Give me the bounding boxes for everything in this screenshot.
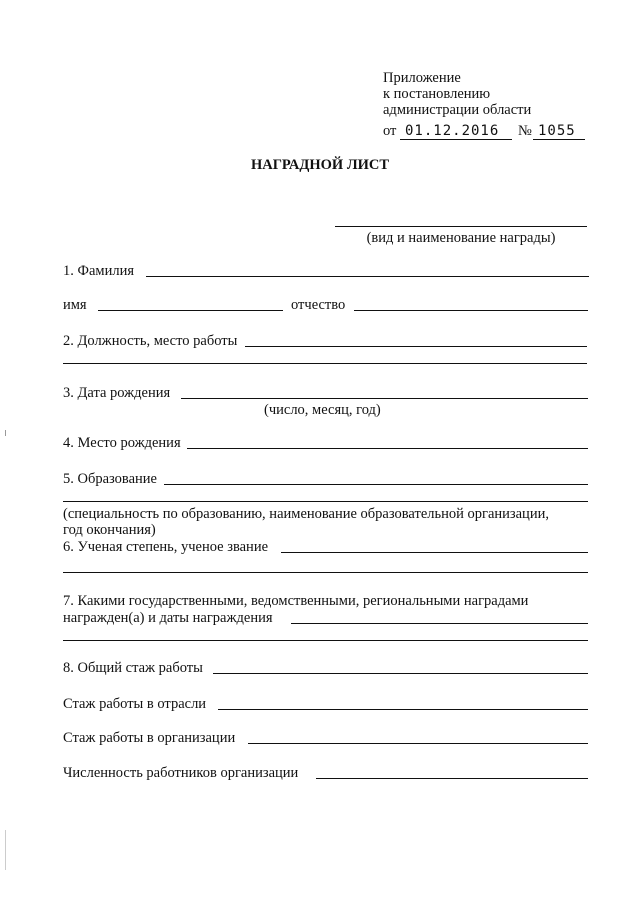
number-prefix: № [518, 123, 532, 139]
date-prefix: от [383, 123, 397, 139]
position-line-1[interactable] [245, 346, 587, 347]
patronymic-label: отчество [291, 297, 346, 313]
industry-experience-line[interactable] [218, 709, 588, 710]
awards-label-1: 7. Какими государственными, ведомственными, региональными наградами [63, 593, 529, 609]
education-caption-1: (специальность по образованию, наименование образовательной организации, [63, 506, 549, 522]
awards-line-2[interactable] [63, 640, 588, 641]
industry-experience-label: Стаж работы в отрасли [63, 696, 207, 712]
education-line-1[interactable] [164, 484, 588, 485]
degree-line-1[interactable] [281, 552, 588, 553]
birth-date-line[interactable] [181, 398, 588, 399]
org-headcount-label: Численность работников организации [63, 765, 299, 781]
award-name-caption: (вид и наименование награды) [366, 230, 556, 246]
appendix-block [383, 70, 531, 118]
resolution-number: 1055 [538, 123, 576, 139]
awards-line-1[interactable] [291, 623, 588, 624]
appendix-line-3: администрации области [383, 102, 532, 118]
name-label: имя [63, 297, 87, 313]
birth-place-label: 4. Место рождения [63, 435, 181, 451]
surname-line[interactable] [146, 276, 589, 277]
name-line[interactable] [98, 310, 283, 311]
scan-artifact [5, 430, 6, 436]
org-experience-label: Стаж работы в организации [63, 730, 236, 746]
total-experience-line[interactable] [213, 673, 588, 674]
education-caption-2: год окончания) [63, 522, 156, 538]
org-headcount-line[interactable] [316, 778, 588, 779]
appendix-line-2: к постановлению [383, 86, 491, 102]
education-line-2[interactable] [63, 501, 588, 502]
resolution-date: 01.12.2016 [405, 123, 500, 139]
award-name-line[interactable] [335, 226, 587, 227]
birth-place-line[interactable] [187, 448, 588, 449]
degree-line-2[interactable] [63, 572, 588, 573]
date-underline [400, 139, 512, 140]
scan-artifact [5, 830, 6, 870]
position-line-2[interactable] [63, 363, 587, 364]
birth-date-caption: (число, месяц, год) [264, 402, 381, 418]
number-underline [533, 139, 585, 140]
total-experience-label: 8. Общий стаж работы [63, 660, 203, 676]
appendix-line-1: Приложение [383, 70, 461, 86]
birth-date-label: 3. Дата рождения [63, 385, 171, 401]
org-experience-line[interactable] [248, 743, 588, 744]
surname-label: 1. Фамилия [63, 263, 134, 279]
awards-label-2: награжден(а) и даты награждения [63, 610, 273, 626]
document-title: НАГРАДНОЙ ЛИСТ [250, 157, 390, 173]
position-label: 2. Должность, место работы [63, 333, 238, 349]
degree-label: 6. Ученая степень, ученое звание [63, 539, 269, 555]
patronymic-line[interactable] [354, 310, 588, 311]
education-label: 5. Образование [63, 471, 157, 487]
